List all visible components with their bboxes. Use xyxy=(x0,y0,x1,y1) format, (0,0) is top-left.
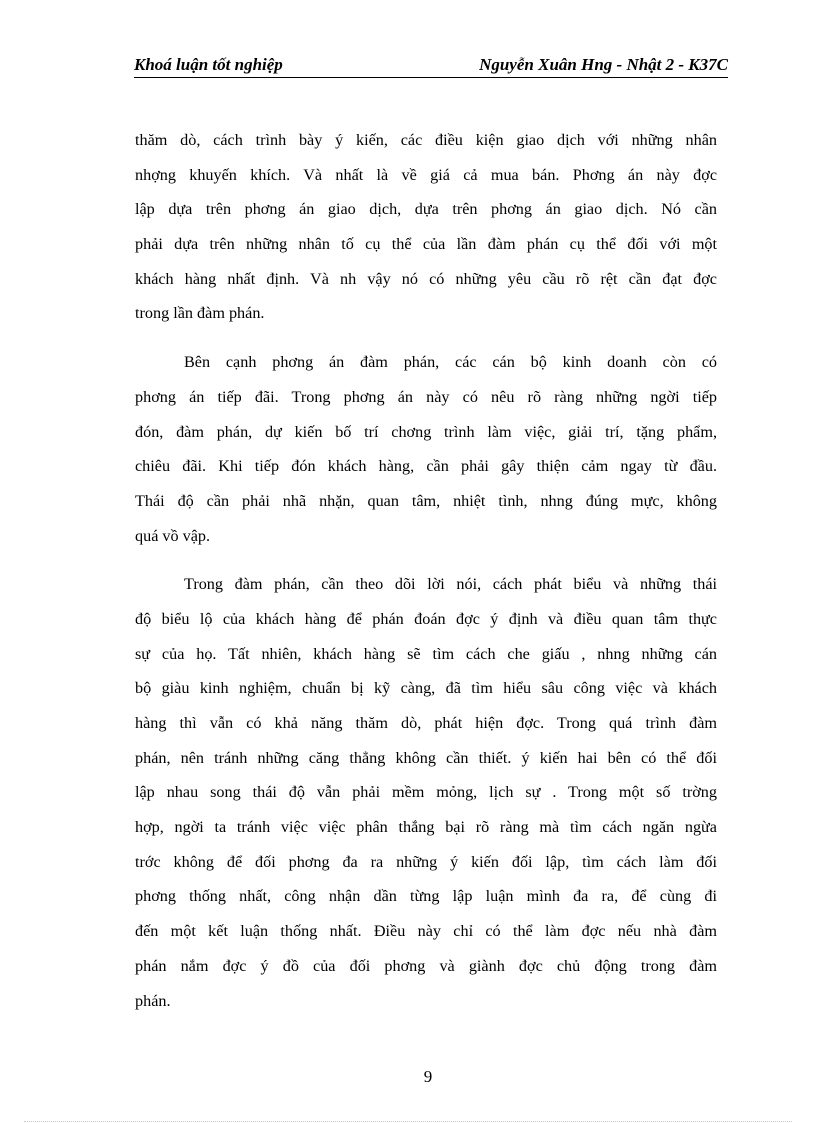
text-line: hàng thì vẫn có khả năng thăm dò, phát hiện đợc. Trong quá trình đàm xyxy=(135,714,717,732)
text-line: phán. xyxy=(135,991,171,1010)
text-line: phơng thống nhất, công nhận dần từng lập luận mình đa ra, để cùng đi xyxy=(135,887,717,906)
text-line: trong lần đàm phán. xyxy=(135,304,265,323)
text-line: khách hàng nhất định. Và nh vậy nó có những yêu cầu rõ rệt cần đạt đợc xyxy=(135,269,717,288)
text-line: Thái độ cần phải nhã nhặn, quan tâm, nhiệt tình, nhng đúng mực, không xyxy=(135,491,717,510)
page-header xyxy=(134,55,728,78)
paragraph-3 xyxy=(135,567,717,1018)
text-line: phán, nên tránh những căng thẳng không cần thiết. ý kiến hai bên có thể đối xyxy=(135,748,717,767)
header-author-class: Nguyễn Xuân Hng - Nhật 2 - K37C xyxy=(479,55,728,74)
text-line: thăm dò, cách trình bày ý kiến, các điều kiện giao dịch với những nhân xyxy=(135,131,717,149)
text-line: lập dựa trên phơng án giao dịch, dựa trên phơng án giao dịch. Nó cần xyxy=(135,200,717,219)
text-line: độ biểu lộ của khách hàng để phán đoán đợc ý định và điều quan tâm thực xyxy=(135,609,717,628)
paragraph-1 xyxy=(135,123,717,331)
text-line: hợp, ngời ta tránh việc việc phân thắng bại rõ ràng mà tìm cách ngăn ngừa xyxy=(135,818,717,837)
text-line: chiêu đãi. Khi tiếp đón khách hàng, cần phải gây thiện cảm ngay từ đầu. xyxy=(135,457,717,476)
text-line: lập nhau song thái độ vẫn phải mềm mỏng, lịch sự . Trong một số trờng xyxy=(135,783,717,802)
text-line: trớc không để đối phơng đa ra những ý kiến đối lập, tìm cách làm đối xyxy=(135,852,717,871)
text-line: phải dựa trên những nhân tố cụ thể của lần đàm phán cụ thể đối với một xyxy=(135,235,717,254)
text-line: Trong đàm phán, cần theo dõi lời nói, cách phát biểu và những thái xyxy=(184,575,717,594)
body-text xyxy=(135,123,717,1032)
text-line: quá vồ vập. xyxy=(135,526,211,545)
text-line: phơng án tiếp đãi. Trong phơng án này có nêu rõ ràng những ngời tiếp xyxy=(135,387,717,406)
header-document-type: Khoá luận tốt nghiệp xyxy=(134,55,283,74)
paragraph-2 xyxy=(135,345,717,553)
page-bottom-border xyxy=(24,1121,792,1122)
text-line: đến một kết luận thống nhất. Điều này chỉ có thể làm đợc nếu nhà đàm xyxy=(135,922,717,941)
text-line: sự của họ. Tất nhiên, khách hàng sẽ tìm cách che giấu , nhng những cán xyxy=(135,644,717,663)
text-line: Bên cạnh phơng án đàm phán, các cán bộ kinh doanh còn có xyxy=(184,353,717,372)
text-line: đón, đàm phán, dự kiến bố trí chơng trình làm việc, giải trí, tặng phẩm, xyxy=(135,422,717,441)
text-line: phán nắm đợc ý đồ của đối phơng và giành đợc chủ động trong đàm xyxy=(135,956,717,975)
page-number: 9 xyxy=(423,1067,433,1086)
text-line: nhợng khuyến khích. Và nhất là về giá cả mua bán. Phơng án này đợc xyxy=(135,165,717,184)
text-line: bộ giàu kinh nghiệm, chuẩn bị kỹ càng, đã tìm hiểu sâu công việc và khách xyxy=(135,679,717,698)
